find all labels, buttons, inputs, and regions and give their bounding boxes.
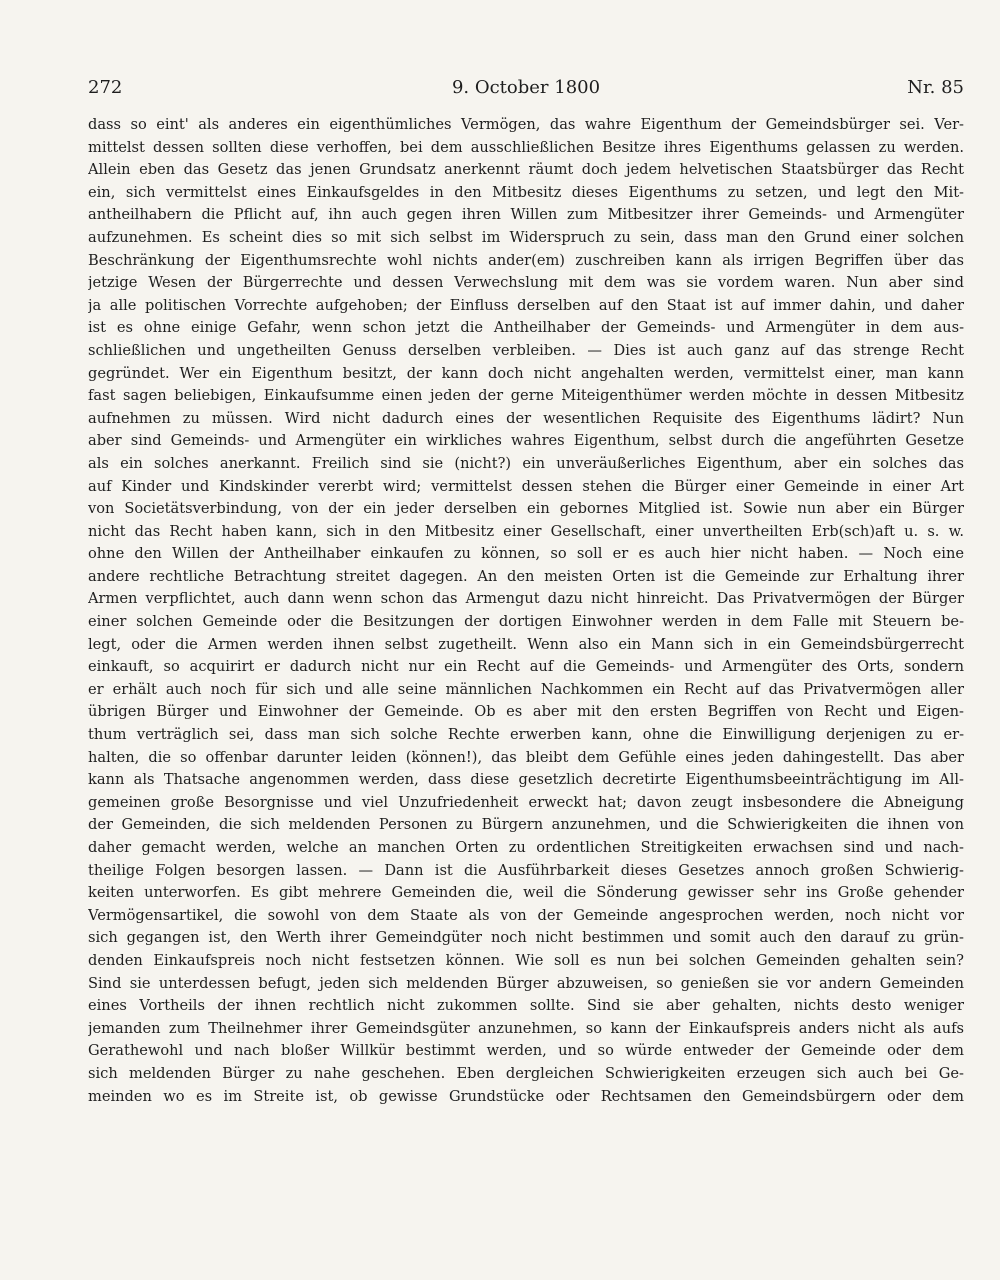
- text-line: einer solchen Gemeinde oder die Besitzungen der dortigen Einwohner werden in dem Falle mit Steuern be-: [88, 613, 964, 631]
- body-text: [88, 114, 964, 1108]
- text-line: mittelst dessen sollten diese verhoffen, bei dem ausschließlichen Besitze ihres Eigenthums gelassen zu werden.: [88, 138, 964, 156]
- text-line: jemanden zum Theilnehmer ihrer Gemeindsgüter anzunehmen, so kann der Einkaufspreis anders nicht als aufs: [88, 1019, 964, 1037]
- text-line: thum verträglich sei, dass man sich solche Rechte erwerben kann, ohne die Einwilligung derjenigen zu er-: [88, 726, 964, 744]
- text-line: aufzunehmen. Es scheint dies so mit sich selbst im Widerspruch zu sein, dass man den Grund einer solchen: [88, 228, 964, 246]
- text-line: daher gemacht werden, welche an manchen Orten zu ordentlichen Streitigkeiten erwachsen sind und nach-: [88, 839, 964, 856]
- text-line: Allein eben das Gesetz das jenen Grundsatz anerkennt räumt doch jedem helvetischen Staatsbürger das Recht: [88, 161, 964, 179]
- text-line: er erhält auch noch für sich und alle seine männlichen Nachkommen ein Recht auf das Privatvermögen aller: [88, 680, 964, 698]
- text-line: eines Vortheils der ihnen rechtlich nicht zukommen sollte. Sind sie aber gehalten, nichts desto weniger: [88, 997, 964, 1015]
- text-line: gemeinen große Besorgnisse und viel Unzufriedenheit erweckt hat; davon zeugt insbesondere die Abneigung: [88, 793, 964, 811]
- text-line: Gerathewohl und nach bloßer Willkür bestimmt werden, und so würde entweder der Gemeinde oder dem: [88, 1042, 964, 1060]
- running-date: 9. October 1800: [451, 77, 601, 98]
- text-line: theilige Folgen besorgen lassen. — Dann ist die Ausführbarkeit dieses Gesetzes annoch großen Schwierig-: [88, 861, 964, 879]
- text-line: jetzige Wesen der Bürgerrechte und dessen Verwechslung mit dem was sie vordem waren. Nun aber sind: [88, 274, 964, 292]
- text-line: gegründet. Wer ein Eigenthum besitzt, der kann doch nicht angehalten werden, vermittelst einer, man kann: [88, 364, 964, 382]
- text-line: auf Kinder und Kindskinder vererbt wird; vermittelst dessen stehen die Bürger einer Gemeinde in einer Art: [88, 477, 964, 495]
- issue-number: Nr. 85: [907, 77, 964, 98]
- text-line: kann als Thatsache angenommen werden, dass diese gesetzlich decretirte Eigenthumsbeeinträchtigung im All-: [88, 771, 964, 789]
- text-line: Sind sie unterdessen befugt, jeden sich meldenden Bürger abzuweisen, so genießen sie vor andern Gemeinden: [88, 974, 964, 992]
- text-line: aber sind Gemeinds- und Armengüter ein wirkliches wahres Eigenthum, selbst durch die angeführten Gesetze: [88, 432, 964, 450]
- text-line: aufnehmen zu müssen. Wird nicht dadurch eines der wesentlichen Requisite des Eigenthums lädirt? Nun: [88, 409, 964, 427]
- text-line: sich gegangen ist, den Werth ihrer Gemeindgüter noch nicht bestimmen und somit auch den darauf zu grün-: [88, 929, 964, 947]
- running-header: [88, 76, 964, 100]
- text-line: denden Einkaufspreis noch nicht festsetzen können. Wie soll es nun bei solchen Gemeinden gehalten sein?: [88, 951, 964, 969]
- text-line: schließlichen und ungetheilten Genuss derselben verbleiben. — Dies ist auch ganz auf das strenge Recht: [88, 341, 964, 359]
- text-line: als ein solches anerkannt. Freilich sind sie (nicht?) ein unveräußerliches Eigenthum, aber ein solches das: [88, 454, 964, 472]
- page-number: 272: [88, 77, 123, 98]
- text-line: einkauft, so acquirirt er dadurch nicht nur ein Recht auf die Gemeinds- und Armengüter des Orts, sondern: [88, 658, 964, 676]
- text-line: Vermögensartikel, die sowohl von dem Staate als von der Gemeinde angesprochen werden, noch nicht vor: [88, 906, 964, 924]
- text-line: halten, die so offenbar darunter leiden (können!), das bleibt dem Gefühle eines jeden dahingestellt. Das aber: [88, 748, 964, 766]
- text-line: der Gemeinden, die sich meldenden Personen zu Bürgern anzunehmen, und die Schwierigkeiten die ihnen von: [88, 816, 964, 834]
- text-line: Armen verpflichtet, auch dann wenn schon das Armengut dazu nicht hinreicht. Das Privatvermögen der Bürger: [88, 590, 964, 608]
- text-line: ein, sich vermittelst eines Einkaufsgeldes in den Mitbesitz dieses Eigenthums zu setzen, und legt den Mit-: [88, 183, 964, 201]
- text-line: nicht das Recht haben kann, sich in den Mitbesitz einer Gesellschaft, einer unvertheilten Erb(sch)aft u. s. w.: [88, 522, 964, 540]
- text-line: dass so eint' als anderes ein eigenthümliches Vermögen, das wahre Eigenthum der Gemeindsbürger sei. Ver-: [88, 116, 964, 133]
- text-line: von Societätsverbindung, von der ein jeder derselben ein gebornes Mitglied ist. Sowie nun aber ein Bürger: [88, 500, 964, 518]
- text-line: sich meldenden Bürger zu nahe geschehen. Eben dergleichen Schwierigkeiten erzeugen sich auch bei Ge-: [88, 1064, 964, 1082]
- text-line: fast sagen beliebigen, Einkaufsumme einen jeden der gerne Miteigenthümer werden möchte in dessen Mitbesitz: [88, 387, 964, 405]
- text-line: Beschränkung der Eigenthumsrechte wohl nichts ander(em) zuschreiben kann als irrigen Begriffen über das: [88, 251, 964, 269]
- text-line: ohne den Willen der Antheilhaber einkaufen zu können, so soll er es auch hier nicht haben. — Noch eine: [88, 545, 964, 563]
- text-line: andere rechtliche Betrachtung streitet dagegen. An den meisten Orten ist die Gemeinde zur Erhaltung ihrer: [88, 567, 964, 585]
- text-line: ist es ohne einige Gefahr, wenn schon jetzt die Antheilhaber der Gemeinds- und Armengüter in dem aus-: [88, 319, 964, 337]
- text-line: übrigen Bürger und Einwohner der Gemeinde. Ob es aber mit den ersten Begriffen von Recht und Eigen-: [88, 703, 964, 721]
- text-line: legt, oder die Armen werden ihnen selbst zugetheilt. Wenn also ein Mann sich in ein Gemeindsbürgerrecht: [88, 635, 964, 653]
- text-line: meinden wo es im Streite ist, ob gewisse Grundstücke oder Rechtsamen den Gemeindsbürgern oder dem: [88, 1087, 964, 1105]
- text-line: ja alle politischen Vorrechte aufgehoben; der Einfluss derselben auf den Staat ist auf immer dahin, und daher: [88, 296, 964, 314]
- text-line: keiten unterworfen. Es gibt mehrere Gemeinden die, weil die Sönderung gewisser sehr ins Große gehender: [88, 884, 964, 902]
- text-line: antheilhabern die Pflicht auf, ihn auch gegen ihren Willen zum Mitbesitzer ihrer Gemeinds- und Armengüter: [88, 206, 964, 224]
